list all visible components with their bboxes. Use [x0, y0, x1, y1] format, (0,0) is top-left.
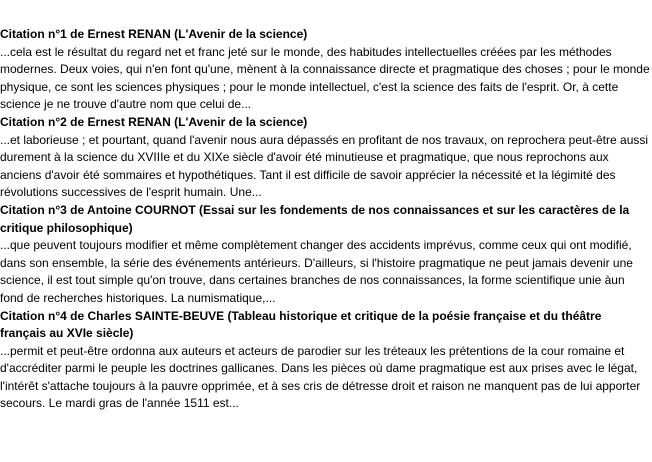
citation-title: Citation n°1 de Ernest RENAN (L'Avenir de la science)	[0, 27, 308, 41]
citation-text: ...cela est le résultat du regard net et franc jeté sur le monde, des habitudes intellectuelles créées par les méthodes modernes. Deux voies, qui n'en font qu'une, mènent à la connaissance directe et pragmatique des choses ; pour le monde physique, ce sont les sciences physiques ; pour le monde intellectuel, c'est la science des faits de l'esprit. Or, à cette science je ne trouve d'autre nom que celui de...	[0, 44, 650, 112]
citation-item	[0, 202, 650, 308]
citations-list	[0, 26, 650, 413]
citation-text: ...et laborieuse ; et pourtant, quand l'avenir nous aura dépassés en profitant de nos travaux, on reprochera peut-être aussi durement à la science du XVIIIe et du XIXe siècle d'avoir été minutieuse et pragmatique, que nous reprochons aux anciens d'avoir été sommaires et hypothétiques. Tant il est difficile de savoir apprécier la nécessité et la légimité des révolutions successives de l'esprit humain. Une...	[0, 132, 649, 200]
citation-text: ...permit et peut-être ordonna aux auteurs et acteurs de parodier sur les tréteaux les prétentions de la cour romaine et d'accréditer parmi le peuple les doctrines gallicanes. Dans les pièces où dame pragmatique est aux prises avec le légat, l'intérêt s'attache toujours à la pauvre opprimée, et à ses cris de détresse droit et raison ne manquent pas de lui apporter secours. Le mardi gras de l'année 1511 est...	[0, 343, 641, 411]
citation-item	[0, 308, 650, 414]
citation-title: Citation n°4 de Charles SAINTE-BEUVE (Tableau historique et critique de la poésie française et du théâtre français au XVIe siècle)	[0, 308, 602, 341]
citation-title: Citation n°2 de Ernest RENAN (L'Avenir de la science)	[0, 114, 308, 129]
citation-title: Citation n°3 de Antoine COURNOT (Essai sur les fondements de nos connaissances et sur les caractères de la critique philosophique)	[0, 202, 630, 235]
citation-item	[0, 114, 650, 202]
citation-item	[0, 26, 650, 114]
citation-text: ...que peuvent toujours modifier et même complètement changer des accidents imprévus, comme ceux qui ont modifié, dans son ensemble, la série des événements antérieurs. D'ailleurs, si l'histoire pragmatique ne peut jamais devenir une science, il est tout simple qu'on trouve, dans certaines branches de nos connaissances, la forme scientifique unie àun fond de recherches historiques. La numismatique,...	[0, 238, 633, 305]
